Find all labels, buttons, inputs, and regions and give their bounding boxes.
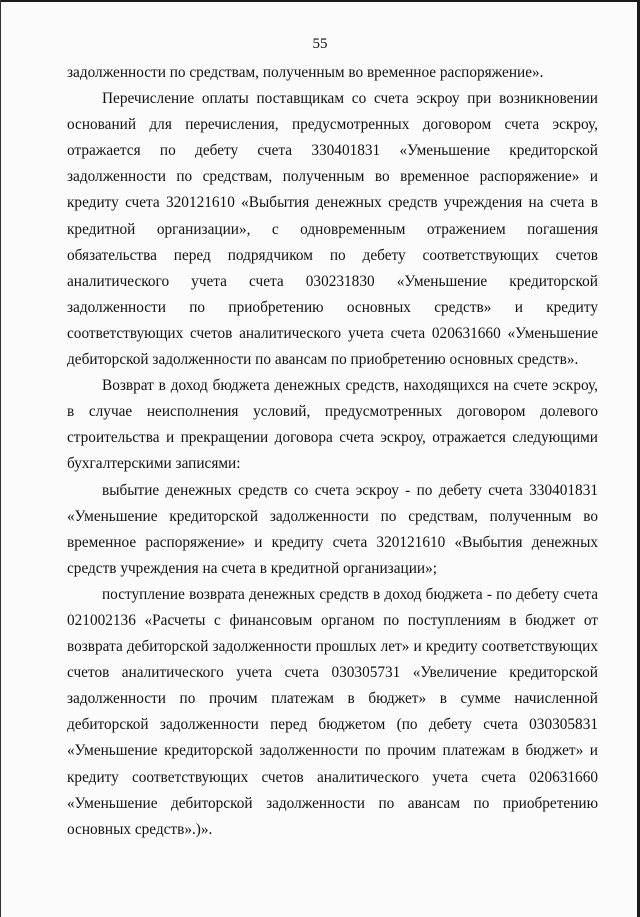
paragraph-budget-return: Возврат в доход бюджета денежных средств, находящихся на счете эскроу, в случае неисполнения условий, предусмотренных договором долевого строительства и прекращении договора счета эскроу, отражается следующими бухгалтерскими записями: [67, 377, 598, 473]
scan-edge-top [0, 0, 640, 2]
scan-edge-left [0, 0, 1, 917]
paragraph-continuation: задолженности по средствам, полученным во временное распоряжение». [67, 64, 544, 81]
paragraph-supplier-payment: Перечисление оплаты поставщикам со счета эскроу при возникновении оснований для перечисления, предусмотренных договором счета эскроу, отражается по дебету счета 330401831 «Уменьшение кредиторской задолженности по средствам, полученным во временное распоряжение» и кредиту счета 320121610 «Выбытия денежных средств учреждения на счета в кредитной организации», с одновременным отражением погашения обязательства перед подрядчиком по дебету соответствующих счетов аналитического учета счета 030231830 «Уменьшение кредиторской задолженности по приобретению основных средств» и кредиту соответствующих счетов аналитического учета счета 020631660 «Уменьшение дебиторской задолженности по авансам по приобретению основных средств». [67, 90, 598, 369]
page-number: 55 [312, 36, 328, 52]
document-body [67, 60, 598, 843]
paragraph-budget-receipt: поступление возврата денежных средств в доход бюджета - по дебету счета 021002136 «Расчеты с финансовым органом по поступлениям в бюджет от возврата дебиторской задолженности прошлых лет» и кредиту соответствующих счетов аналитического учета счета 030305731 «Увеличение кредиторской задолженности по прочим платежам в бюджет» в сумме начисленной дебиторской задолженности перед бюджетом (по дебету счета 030305831 «Уменьшение кредиторской задолженности по прочим платежам в бюджет» и кредиту соответствующих счетов аналитического учета счета 020631660 «Уменьшение дебиторской задолженности по авансам по приобретению основных средств».)». [67, 585, 598, 838]
paragraph-escrow-outflow: выбытие денежных средств со счета эскроу - по дебету счета 330401831 «Уменьшение кредиторской задолженности по средствам, полученным во временное распоряжение» и кредиту счета 320121610 «Выбытия денежных средств учреждения на счета в кредитной организации»; [67, 481, 598, 577]
